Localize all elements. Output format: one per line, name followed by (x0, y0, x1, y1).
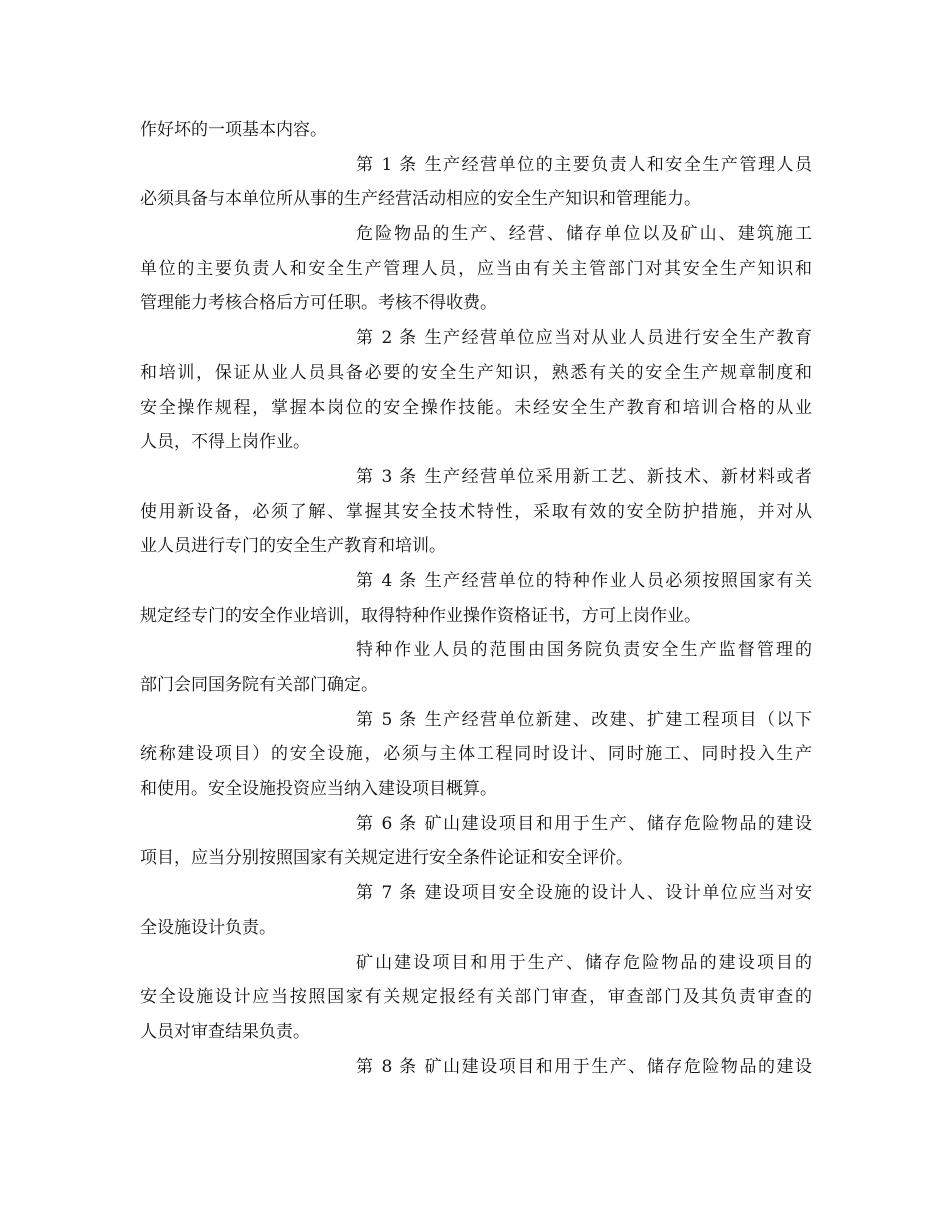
document-body (140, 113, 812, 1084)
text-line: 安全设施设计应当按照国家有关规定报经有关部门审查，审查部门及其负责审查的 (140, 987, 812, 1008)
text-line: 全设施设计负责。 (140, 917, 276, 938)
text-line: 和培训，保证从业人员具备必要的安全生产知识，熟悉有关的安全生产规章制度和 (140, 362, 812, 383)
text-line: 管理能力考核合格后方可任职。考核不得收费。 (140, 293, 497, 314)
text-line: 部门会同国务院有关部门确定。 (140, 675, 378, 695)
text-line: 作好坏的一项基本内容。 (140, 120, 327, 140)
text-line: 矿山建设项目和用于生产、储存危险物品的建设项目的 (356, 952, 812, 973)
text-line: 第 1 条 生产经营单位的主要负责人和安全生产管理人员 (356, 154, 812, 175)
text-line: 使用新设备，必须了解、掌握其安全技术特性，采取有效的安全防护措施，并对从 (140, 501, 812, 522)
text-line: 第 2 条 生产经营单位应当对从业人员进行安全生产教育 (356, 328, 812, 349)
text-line: 第 8 条 矿山建设项目和用于生产、储存危险物品的建设 (356, 1056, 812, 1077)
text-line: 单位的主要负责人和安全生产管理人员，应当由有关主管部门对其安全生产知识和 (140, 258, 812, 279)
text-line: 必须具备与本单位所从事的生产经营活动相应的安全生产知识和管理能力。 (140, 189, 701, 210)
text-line: 统称建设项目）的安全设施，必须与主体工程同时设计、同时施工、同时投入生产 (140, 744, 812, 765)
text-line: 安全操作规程，掌握本岗位的安全操作技能。未经安全生产教育和培训合格的从业 (140, 397, 812, 418)
text-line: 和使用。安全设施投资应当纳入建设项目概算。 (140, 779, 497, 800)
text-line: 第 3 条 生产经营单位采用新工艺、新技术、新材料或者 (356, 466, 812, 487)
text-line: 特种作业人员的范围由国务院负责安全生产监督管理的 (356, 640, 812, 661)
text-line: 业人员进行专门的安全生产教育和培训。 (140, 536, 446, 557)
text-line: 规定经专门的安全作业培训，取得特种作业操作资格证书，方可上岗作业。 (140, 605, 701, 626)
text-line: 第 6 条 矿山建设项目和用于生产、储存危险物品的建设 (356, 813, 812, 834)
text-line: 第 7 条 建设项目安全设施的设计人、设计单位应当对安 (356, 883, 812, 904)
text-line: 第 5 条 生产经营单位新建、改建、扩建工程项目（以下 (356, 709, 812, 730)
text-line: 人员，不得上岗作业。 (140, 432, 310, 453)
text-line: 第 4 条 生产经营单位的特种作业人员必须按照国家有关 (356, 570, 812, 591)
text-line: 危险物品的生产、经营、储存单位以及矿山、建筑施工 (356, 224, 812, 245)
text-line: 项目，应当分别按照国家有关规定进行安全条件论证和安全评价。 (140, 848, 633, 869)
text-line: 人员对审查结果负责。 (140, 1021, 310, 1042)
